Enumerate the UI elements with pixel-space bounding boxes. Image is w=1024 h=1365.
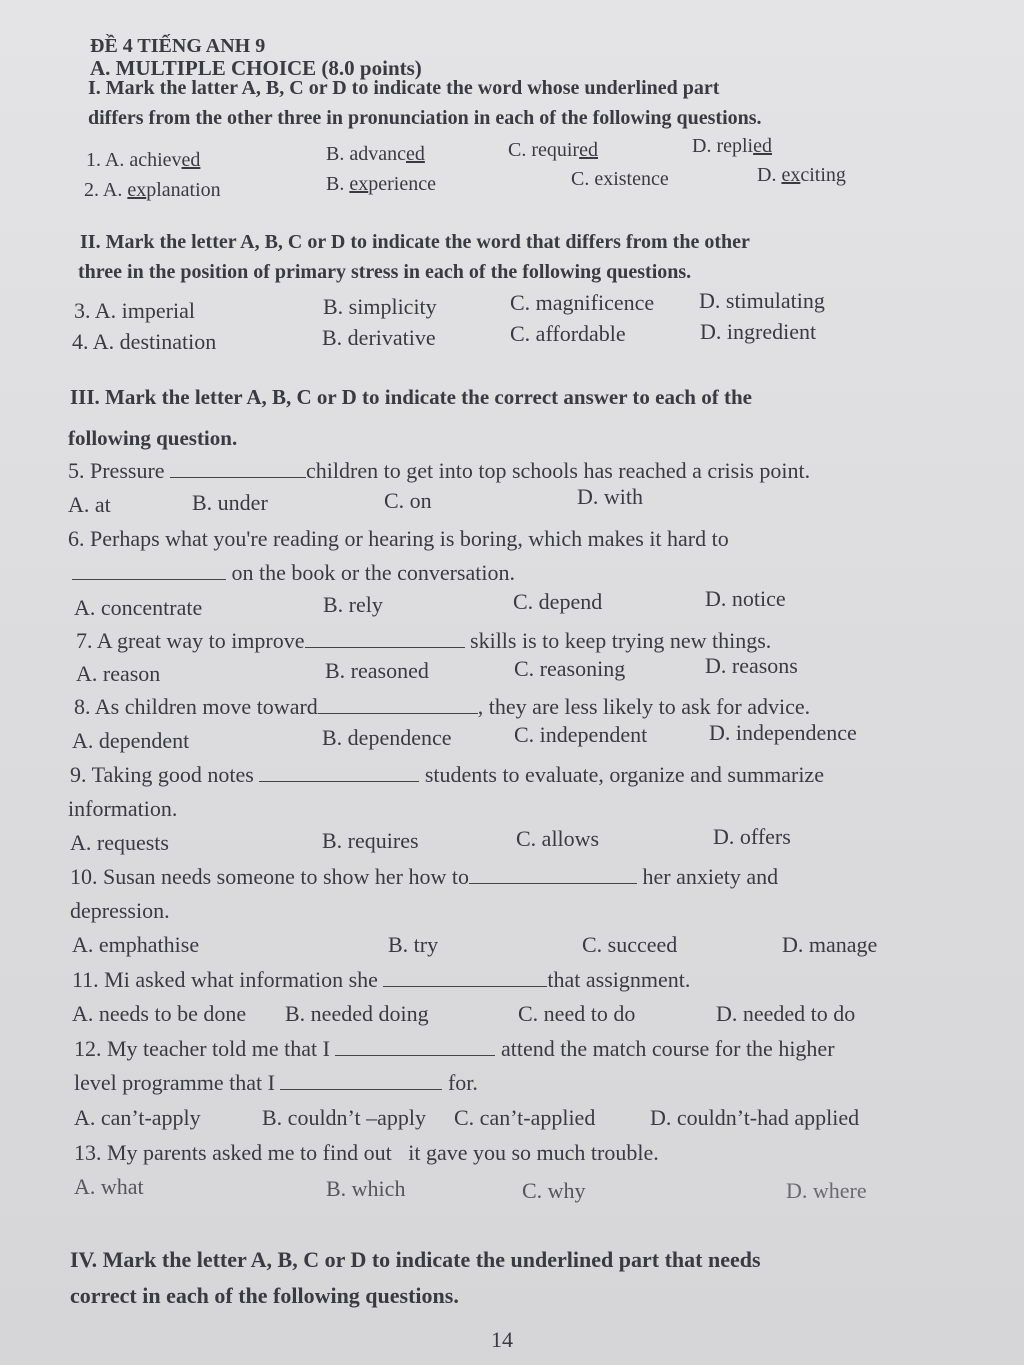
q10-option-a: A. emphathise [72,932,200,957]
part4-instruction-line1: IV. Mark the letter A, B, C or D to indicate the underlined part that needs [70,1247,761,1272]
q3-option-d: D. stimulating [699,288,825,313]
q8-option-c: C. independent [514,722,648,747]
section-a-heading: A. MULTIPLE CHOICE (8.0 points) [90,56,422,80]
q7-option-d: D. reasons [705,653,798,678]
q2-option-b: B. experience [326,173,436,195]
q10-stem-line2: depression. [70,898,170,923]
q7-stem: 7. A great way to improve skills is to keep trying new things. [76,628,772,653]
q6-option-b: B. rely [323,592,383,617]
q3-option-c: C. magnificence [510,290,655,315]
q10-option-c: C. succeed [582,932,678,957]
q11-option-c: C. need to do [518,1001,636,1026]
q7-option-a: A. reason [76,661,161,686]
q4-option-a: 4. A. destination [72,329,217,354]
q13-option-c: C. why [522,1178,586,1203]
q5-stem: 5. Pressure children to get into top schools has reached a crisis point. [68,458,811,483]
part2-instruction-line1: II. Mark the letter A, B, C or D to indicate the word that differs from the other [80,231,750,253]
q12-option-a: A. can’t-apply [74,1105,201,1130]
q8-option-a: A. dependent [72,728,190,753]
q9-stem: 9. Taking good notes students to evaluate, organize and summarize [70,762,824,787]
q7-option-b: B. reasoned [325,658,429,683]
q1-option-b: B. advanced [326,143,425,165]
q12-stem-line2: level programme that I for. [74,1070,478,1095]
part3-instruction-line2: following question. [68,426,238,450]
part1-instruction-line1: I. Mark the latter A, B, C or D to indicate the word whose underlined part [88,77,720,99]
q6-stem-line2: on the book or the conversation. [72,562,515,584]
q1-option-d: D. replied [692,135,772,157]
part1-instruction-line2: differs from the other three in pronunciation in each of the following questions. [88,107,762,129]
q11-stem: 11. Mi asked what information she that assignment. [72,967,691,992]
q5-option-d: D. with [577,484,643,509]
q5-option-a: A. at [68,492,111,517]
q8-option-b: B. dependence [322,725,452,750]
part4-instruction-line2: correct in each of the following questions. [70,1283,459,1308]
q9-option-d: D. offers [713,824,791,849]
q8-stem: 8. As children move toward , they are less likely to ask for advice. [74,694,811,719]
q4-option-b: B. derivative [322,325,436,350]
q12-stem: 12. My teacher told me that I attend the match course for the higher [74,1036,835,1061]
q9-stem-line2: information. [68,796,178,821]
page-number: 14 [491,1327,513,1352]
q4-option-c: C. affordable [510,321,626,346]
q6-option-a: A. concentrate [74,595,203,620]
exam-title: ĐỀ 4 TIẾNG ANH 9 [90,35,266,57]
q11-option-b: B. needed doing [285,1001,429,1026]
q1-option-a: 1. A. achieved [86,149,201,171]
q13-option-b: B. which [326,1176,406,1201]
q7-option-c: C. reasoning [514,656,626,681]
q9-option-a: A. requests [70,830,169,855]
q13-option-a: A. what [74,1174,144,1199]
q2-option-d: D. exciting [757,164,846,186]
q10-stem: 10. Susan needs someone to show her how to her anxiety and [70,864,779,889]
part3-instruction-line1: III. Mark the letter A, B, C or D to indicate the correct answer to each of the [70,385,752,409]
q12-option-d: D. couldn’t-had applied [650,1105,860,1130]
q3-option-b: B. simplicity [323,294,437,319]
q11-option-a: A. needs to be done [72,1001,247,1026]
q6-stem-line1: 6. Perhaps what you're reading or hearing is boring, which makes it hard to [68,526,729,551]
q13-option-d: D. where [786,1178,867,1203]
q1-option-c: C. required [508,139,598,161]
q2-option-c: C. existence [571,168,669,190]
q11-option-d: D. needed to do [716,1001,856,1026]
q6-option-c: C. depend [513,589,603,614]
q5-option-c: C. on [384,488,432,513]
q13-stem: 13. My parents asked me to find out it gave you so much trouble. [74,1140,659,1165]
q4-option-d: D. ingredient [700,319,817,344]
q12-option-c: C. can’t-applied [454,1105,596,1130]
q10-option-d: D. manage [782,932,878,957]
q12-option-b: B. couldn’t –apply [262,1105,426,1130]
q2-option-a: 2. A. explanation [84,179,221,201]
q10-option-b: B. try [388,932,439,957]
q9-option-c: C. allows [516,826,600,851]
q5-option-b: B. under [192,490,268,515]
q3-option-a: 3. A. imperial [74,298,195,323]
q6-option-d: D. notice [705,586,786,611]
q8-option-d: D. independence [709,720,857,745]
part2-instruction-line2: three in the position of primary stress in each of the following questions. [78,261,692,283]
q9-option-b: B. requires [322,828,419,853]
